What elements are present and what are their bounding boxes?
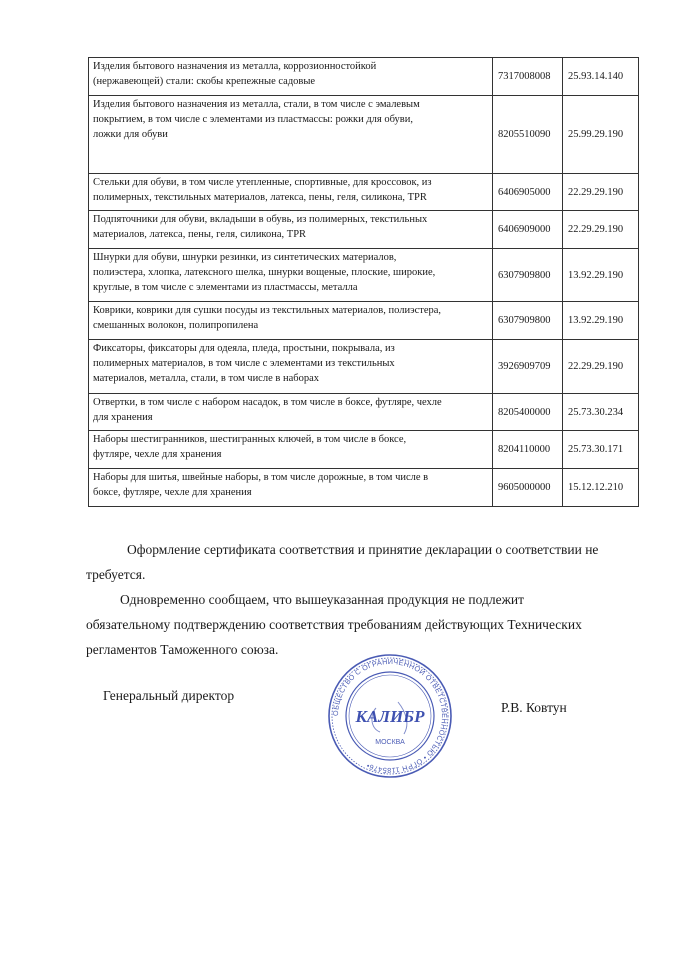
product-description-line: Отвертки, в том числе с набором насадок, в том числе в боксе, футляре, чехле — [93, 397, 442, 408]
table-row — [89, 96, 639, 174]
okpd2-code-cell: 25.93.14.140 — [563, 58, 639, 96]
product-description-line: Стельки для обуви, в том числе утепленные, спортивные, для кроссовок, из — [93, 177, 432, 188]
tn-ved-code-cell: 8204110000 — [493, 431, 563, 469]
product-description-line: Шнурки для обуви, шнурки резинки, из синтетических материалов, — [93, 252, 397, 263]
product-description-line: для хранения — [93, 412, 153, 423]
table-row — [89, 174, 639, 211]
tn-ved-code-cell: 6406905000 — [493, 174, 563, 211]
product-description-cell — [89, 249, 493, 302]
company-stamp-seal — [326, 652, 454, 780]
table-row — [89, 340, 639, 394]
product-description-line: Коврики, коврики для сушки посуды из текстильных материалов, полиэстера, — [93, 305, 442, 316]
product-description-cell — [89, 211, 493, 249]
tn-ved-code-cell: 6307909800 — [493, 249, 563, 302]
okpd2-code-cell: 25.73.30.234 — [563, 394, 639, 431]
paragraph-certificate-line-1: Оформление сертификата соответствия и принятие декларации о соответствии не — [127, 542, 599, 557]
paragraph-notice-line-2: обязательному подтверждению соответствия требованиям действующих Технических — [86, 617, 582, 632]
okpd2-code-cell: 15.12.12.210 — [563, 469, 639, 507]
table-row — [89, 211, 639, 249]
product-description-line: Изделия бытового назначения из металла, коррозионностойкой — [93, 61, 377, 72]
product-description-cell — [89, 58, 493, 96]
product-description-line: футляре, чехле для хранения — [93, 449, 222, 460]
okpd2-code-cell: 25.99.29.190 — [563, 96, 639, 174]
tn-ved-code-cell: 6307909800 — [493, 302, 563, 340]
product-description-line: материалов, металла, стали, в том числе в наборах — [93, 373, 319, 384]
tn-ved-code-cell: 8205400000 — [493, 394, 563, 431]
okpd2-code-cell: 22.29.29.190 — [563, 211, 639, 249]
table-row — [89, 394, 639, 431]
svg-text:ОБЩЕСТВО С ОГРАНИЧЕННОЙ ОТВЕТС: ОБЩЕСТВО С ОГРАНИЧЕННОЙ ОТВЕТСТВЕННОСТЬЮ • ОГРН 1185476• — [330, 656, 450, 776]
product-description-line: боксе, футляре, чехле для хранения — [93, 487, 252, 498]
product-description-line: Изделия бытового назначения из металла, стали, в том числе с эмалевым — [93, 99, 420, 110]
product-description-line: полиэстера, хлопка, латексного шелка, шнурки вощеные, плоские, широкие, — [93, 267, 436, 278]
product-description-cell — [89, 174, 493, 211]
paragraph-notice-line-3: регламентов Таможенного союза. — [86, 642, 279, 657]
product-description-cell — [89, 394, 493, 431]
product-description-line: Наборы шестигранников, шестигранных ключей, в том числе в боксе, — [93, 434, 407, 445]
product-description-line: полимерных материалов, в том числе с элементами из текстильных — [93, 358, 395, 369]
tn-ved-code-cell: 9605000000 — [493, 469, 563, 507]
tn-ved-code-cell: 3926909709 — [493, 340, 563, 394]
product-description-cell — [89, 302, 493, 340]
product-description-line: круглые, в том числе с элементами из пластмассы, металла — [93, 282, 358, 293]
signatory-position: Генеральный директор — [103, 688, 235, 703]
okpd2-code-cell: 22.29.29.190 — [563, 340, 639, 394]
paragraph-certificate-line-2: требуется. — [86, 567, 146, 582]
product-description-cell — [89, 469, 493, 507]
tn-ved-code-cell: 7317008008 — [493, 58, 563, 96]
product-description-line: Фиксаторы, фиксаторы для одеяла, пледа, простыни, покрывала, из — [93, 343, 395, 354]
product-description-cell — [89, 431, 493, 469]
svg-text:КАЛИБР: КАЛИБР — [355, 707, 425, 726]
product-description-line: смешанных волокон, полипропилена — [93, 320, 259, 331]
products-table-body — [89, 58, 639, 507]
table-row — [89, 469, 639, 507]
product-description-line: (нержавеющей) стали: скобы крепежные садовые — [93, 76, 316, 87]
tn-ved-code-cell: 6406909000 — [493, 211, 563, 249]
product-description-cell — [89, 96, 493, 174]
product-description-line: Наборы для шитья, швейные наборы, в том числе дорожные, в том числе в — [93, 472, 429, 483]
okpd2-code-cell: 22.29.29.190 — [563, 174, 639, 211]
product-description-cell — [89, 340, 493, 394]
product-description-line: покрытием, в том числе с элементами из пластмассы: рожки для обуви, — [93, 114, 413, 125]
product-description-line: материалов, латекса, пены, геля, силикона, TPR — [93, 229, 307, 240]
table-row — [89, 431, 639, 469]
table-row — [89, 58, 639, 96]
paragraph-notice-line-1: Одновременно сообщаем, что вышеуказанная продукция не подлежит — [120, 592, 525, 607]
tn-ved-code-cell: 8205510090 — [493, 96, 563, 174]
okpd2-code-cell: 13.92.29.190 — [563, 302, 639, 340]
table-row — [89, 249, 639, 302]
product-description-line: полимерных, текстильных материалов, латекса, пены, геля, силикона, TPR — [93, 192, 427, 203]
product-description-line: Подпяточники для обуви, вкладыши в обувь, из полимерных, текстильных — [93, 214, 428, 225]
signatory-name: Р.В. Ковтун — [501, 700, 567, 715]
table-row — [89, 302, 639, 340]
product-description-line: ложки для обуви — [93, 129, 168, 140]
okpd2-code-cell: 25.73.30.171 — [563, 431, 639, 469]
okpd2-code-cell: 13.92.29.190 — [563, 249, 639, 302]
products-table — [88, 57, 639, 507]
svg-text:МОСКВА: МОСКВА — [375, 739, 405, 746]
